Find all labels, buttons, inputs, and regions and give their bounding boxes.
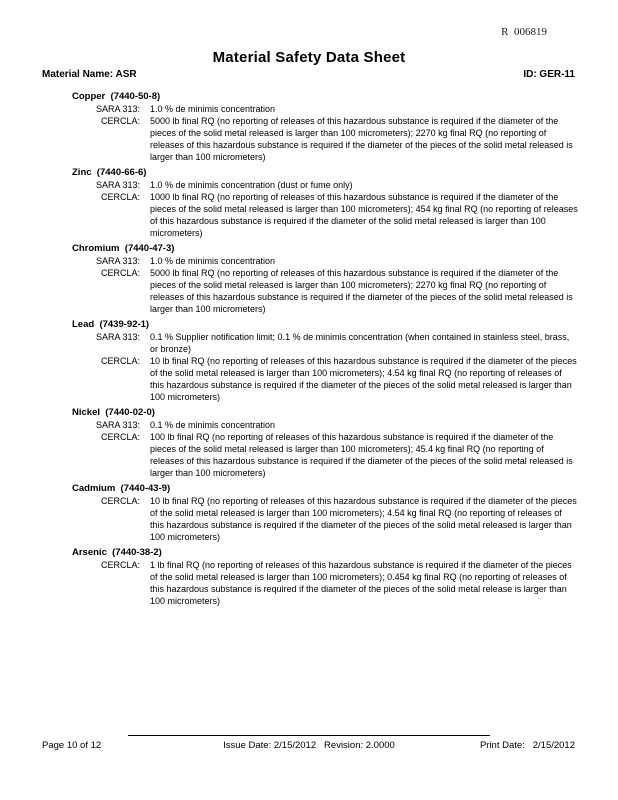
regulation-text: 5000 lb final RQ (no reporting of releases of this hazardous substance is required if the diameter of the pieces of the solid metal released is larger than 100 micrometers); 2270 kg final RQ (no reporting of releases of this hazardous substance is required if the diameter of the pieces of the solid metal released is larger than 100 micrometers) xyxy=(150,116,573,162)
substance-heading: Chromium (7440-47-3) xyxy=(72,243,175,254)
regulation-entry xyxy=(0,331,618,355)
substance-sections xyxy=(0,91,618,611)
document-id-label: ID: GER-11 xyxy=(523,69,575,80)
issue-date-revision: Issue Date: 2/15/2012 Revision: 2.0000 xyxy=(223,740,395,751)
regulation-entry xyxy=(0,115,618,163)
substance-heading: Lead (7439-92-1) xyxy=(72,319,150,330)
regulation-text: 5000 lb final RQ (no reporting of releases of this hazardous substance is required if the diameter of the pieces of the solid metal released is larger than 100 micrometers); 2270 kg final RQ (no reporting of releases of this hazardous substance is required if the diameter of the pieces of the solid metal released is larger than 100 micrometers) xyxy=(150,268,573,314)
regulation-label: SARA 313: xyxy=(95,180,140,190)
substance-section xyxy=(0,167,618,239)
substance-heading: Arsenic (7440-38-2) xyxy=(72,547,162,558)
regulation-entry xyxy=(0,431,618,479)
substance-section xyxy=(0,319,618,403)
print-date: Print Date: 2/15/2012 xyxy=(479,740,575,751)
substance-section xyxy=(0,407,618,479)
regulation-entry xyxy=(0,559,618,607)
regulation-label: SARA 313: xyxy=(95,104,140,114)
regulation-text: 10 lb final RQ (no reporting of releases of this hazardous substance is required if the diameter of the pieces of the solid metal released is larger than 100 micrometers); 4.54 kg final RQ (no reporting of releases of this hazardous substance is required if the diameter of the pieces of the solid metal released is larger than 100 micrometers) xyxy=(150,356,577,402)
regulation-text: 1.0 % de minimis concentration xyxy=(150,256,276,266)
substance-section xyxy=(0,483,618,543)
regulation-text: 0.1 % Supplier notification limit; 0.1 % de minimis concentration (when contained in stainless steel, brass, or bronze) xyxy=(150,332,570,354)
regulation-entry xyxy=(0,255,618,267)
regulation-text: 1.0 % de minimis concentration xyxy=(150,104,276,114)
regulation-text: 100 lb final RQ (no reporting of releases of this hazardous substance is required if the diameter of the pieces of the solid metal released is larger than 100 micrometers); 45.4 kg final RQ (no reporting of releases of this hazardous substance is required if the diameter of the pieces of the solid metal released is larger than 100 micrometers) xyxy=(150,432,573,478)
footer-divider xyxy=(128,735,490,736)
regulation-entry xyxy=(0,355,618,403)
substance-section xyxy=(0,91,618,163)
regulation-label: SARA 313: xyxy=(95,420,140,430)
regulation-text: 1000 lb final RQ (no reporting of releases of this hazardous substance is required if the diameter of the pieces of the solid metal released is larger than 100 micrometers); 454 kg final RQ (no reporting of releases of this hazardous substance is required if the diameter of the solid metal released is larger than 100 micrometers) xyxy=(150,192,578,238)
regulation-label: CERCLA: xyxy=(100,192,140,202)
regulation-label: SARA 313: xyxy=(95,332,140,342)
substance-heading: Zinc (7440-66-6) xyxy=(72,167,147,178)
regulation-entry xyxy=(0,179,618,191)
regulation-label: CERCLA: xyxy=(100,356,140,366)
substance-section xyxy=(0,243,618,315)
regulation-label: CERCLA: xyxy=(100,432,140,442)
document-number: R 006819 xyxy=(501,26,547,38)
regulation-text: 0.1 % de minimis concentration xyxy=(150,420,276,430)
substance-heading: Cadmium (7440-43-9) xyxy=(72,483,171,494)
page-title: Material Safety Data Sheet xyxy=(212,49,406,66)
material-name-label: Material Name: ASR xyxy=(42,69,137,80)
regulation-label: CERCLA: xyxy=(100,116,140,126)
substance-heading: Copper (7440-50-8) xyxy=(72,91,161,102)
regulation-label: CERCLA: xyxy=(100,268,140,278)
regulation-label: CERCLA: xyxy=(100,560,140,570)
regulation-text: 1 lb final RQ (no reporting of releases of this hazardous substance is required if the diameter of the pieces of the solid metal released is larger than 100 micrometers); 0.454 kg final RQ (no reporting of releases of this hazardous substance is required if the diameter of the pieces of the solid metal release is larger than 100 micrometers) xyxy=(150,560,572,606)
regulation-entry xyxy=(0,267,618,315)
substance-heading: Nickel (7440-02-0) xyxy=(72,407,155,418)
substance-section xyxy=(0,547,618,607)
regulation-label: SARA 313: xyxy=(95,256,140,266)
regulation-label: CERCLA: xyxy=(100,496,140,506)
regulation-text: 10 lb final RQ (no reporting of releases of this hazardous substance is required if the diameter of the pieces of the solid metal released is larger than 100 micrometers); 4.54 kg final RQ (no reporting of releases of this hazardous substance is required if the diameter of the pieces of the solid metal released is larger than 100 micrometers) xyxy=(150,496,577,542)
regulation-entry xyxy=(0,419,618,431)
regulation-entry xyxy=(0,495,618,543)
regulation-text: 1.0 % de minimis concentration (dust or fume only) xyxy=(150,180,353,190)
page-number: Page 10 of 12 xyxy=(42,740,102,751)
regulation-entry xyxy=(0,191,618,239)
regulation-entry xyxy=(0,103,618,115)
